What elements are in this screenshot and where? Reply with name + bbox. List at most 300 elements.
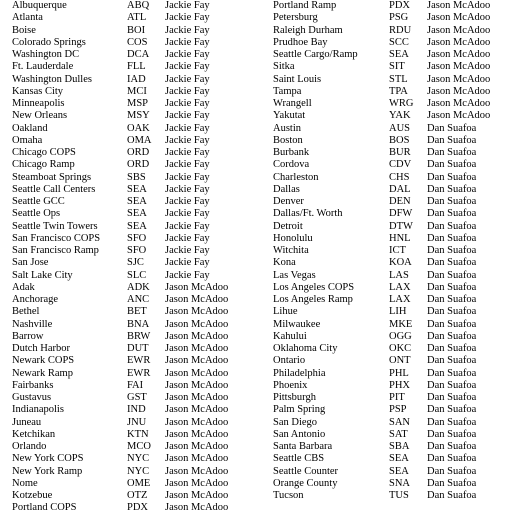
station-city: Juneau (12, 416, 42, 428)
station-representative: Dan Suafoa (427, 465, 477, 477)
station-row (12, 74, 252, 86)
station-city: Burbank (273, 147, 310, 158)
station-city: Omaha (12, 134, 43, 146)
station-city: Oakland (12, 122, 48, 134)
station-representative: Jason McAdoo (427, 73, 491, 85)
station-city: Colorado Springs (12, 36, 86, 48)
station-row (12, 466, 252, 478)
station-row (12, 478, 252, 490)
station-table-left (12, 0, 252, 515)
station-row (12, 245, 252, 257)
station-row (273, 110, 509, 122)
station-row (273, 98, 509, 110)
station-representative: Jackie Fay (165, 134, 210, 146)
station-row (273, 355, 509, 367)
station-row (12, 86, 252, 98)
station-city: Kahului (273, 330, 307, 342)
station-row (273, 270, 509, 282)
station-code: SEA (389, 49, 409, 60)
station-city: Ontario (273, 355, 306, 367)
station-city: Orange County (273, 477, 338, 489)
station-code: STL (389, 73, 408, 85)
station-representative: Dan Suafoa (427, 147, 477, 158)
station-city: Kotzebue (12, 490, 53, 501)
station-code: BUR (389, 147, 411, 158)
station-city: Nashville (12, 318, 53, 330)
station-representative: Dan Suafoa (427, 367, 477, 379)
station-code: IND (127, 404, 146, 416)
station-code: EWR (127, 355, 151, 367)
station-code: ANC (127, 294, 150, 305)
station-city: San Francisco Ramp (12, 245, 99, 256)
station-city: Detroit (273, 220, 303, 232)
station-city: Anchorage (12, 294, 59, 305)
station-row (12, 343, 252, 355)
station-row (273, 74, 509, 86)
station-row (273, 221, 509, 233)
station-code: SEA (127, 208, 147, 220)
station-code: MCI (127, 85, 147, 97)
station-row (273, 478, 509, 490)
station-representative: Jackie Fay (165, 110, 210, 122)
station-city: Saint Louis (273, 73, 322, 85)
station-representative: Dan Suafoa (427, 220, 477, 232)
station-representative: Dan Suafoa (427, 453, 477, 465)
station-city: Los Angeles COPS (273, 281, 355, 293)
station-row (273, 257, 509, 269)
station-row (273, 0, 509, 12)
station-code: SBA (389, 441, 410, 452)
station-code: ONT (389, 355, 411, 367)
station-representative: Jason McAdoo (165, 306, 229, 318)
station-representative: Dan Suafoa (427, 196, 477, 207)
station-row (12, 441, 252, 453)
station-code: BRW (127, 330, 151, 342)
station-code: WRG (389, 98, 414, 109)
station-code: ABQ (127, 0, 150, 11)
station-code: PDX (127, 502, 149, 514)
station-row (12, 184, 252, 196)
station-code: DEN (389, 196, 411, 207)
station-city: San Francisco COPS (12, 232, 101, 244)
station-representative: Jason McAdoo (165, 355, 229, 367)
station-representative: Jason McAdoo (165, 392, 229, 403)
station-row (12, 61, 252, 73)
station-row (273, 12, 509, 24)
station-representative: Jason McAdoo (427, 0, 491, 11)
station-code: TUS (389, 490, 409, 501)
station-representative: Jackie Fay (165, 245, 210, 256)
station-code: DAL (389, 183, 411, 195)
station-row (12, 502, 252, 514)
station-code: SCC (389, 36, 409, 48)
station-code: SFO (127, 245, 147, 256)
station-city: Tampa (273, 85, 302, 97)
station-code: FAI (127, 379, 144, 391)
station-city: Newark Ramp (12, 367, 73, 379)
station-city: Orlando (12, 441, 47, 452)
station-representative: Jason McAdoo (427, 12, 491, 24)
station-city: Pittsburgh (273, 392, 316, 403)
station-code: DFW (389, 208, 413, 220)
station-city: Chicago COPS (12, 147, 76, 158)
station-representative: Jason McAdoo (165, 490, 229, 501)
station-code: DTW (389, 220, 413, 232)
station-row (12, 417, 252, 429)
station-code: OKC (389, 343, 412, 354)
station-representative: Dan Suafoa (427, 269, 477, 281)
station-row (12, 221, 252, 233)
station-representative: Jackie Fay (165, 183, 210, 195)
station-row (273, 343, 509, 355)
station-city: Dutch Harbor (12, 343, 71, 354)
station-city: Albuquerque (12, 0, 67, 11)
station-representative: Jason McAdoo (427, 36, 491, 48)
station-city: Dallas (273, 183, 300, 195)
station-city: San Antonio (273, 428, 326, 440)
station-city: Adak (12, 281, 35, 293)
station-representative: Jason McAdoo (165, 441, 229, 452)
station-representative: Jason McAdoo (427, 49, 491, 60)
station-row (12, 110, 252, 122)
station-city: Kona (273, 257, 296, 269)
station-representative: Jason McAdoo (165, 294, 229, 305)
station-city: New Orleans (12, 110, 68, 122)
station-row (273, 159, 509, 171)
station-representative: Jackie Fay (165, 24, 210, 36)
station-row (273, 417, 509, 429)
station-row (273, 245, 509, 257)
station-representative: Dan Suafoa (427, 428, 477, 440)
station-city: Seattle Call Centers (12, 183, 96, 195)
station-row (273, 466, 509, 478)
station-representative: Jackie Fay (165, 147, 210, 158)
station-row (12, 453, 252, 465)
station-row (12, 368, 252, 380)
station-code: MCO (127, 441, 151, 452)
station-code: SEA (127, 220, 147, 232)
station-row (12, 282, 252, 294)
station-city: Boston (273, 134, 303, 146)
station-row (273, 404, 509, 416)
station-code: BET (127, 306, 147, 318)
station-code: OAK (127, 122, 150, 134)
station-city: Santa Barbara (273, 441, 333, 452)
station-representative: Jason McAdoo (165, 330, 229, 342)
station-code: KTN (127, 428, 149, 440)
station-row (273, 196, 509, 208)
station-city: New York COPS (12, 453, 84, 465)
station-representative: Jackie Fay (165, 61, 210, 73)
station-row (273, 233, 509, 245)
station-code: AUS (389, 122, 411, 134)
station-representative: Dan Suafoa (427, 379, 477, 391)
station-city: Indianapolis (12, 404, 64, 416)
station-representative: Jason McAdoo (165, 404, 229, 416)
station-representative: Dan Suafoa (427, 232, 477, 244)
station-representative: Dan Suafoa (427, 159, 477, 171)
station-row (273, 172, 509, 184)
station-row (12, 270, 252, 282)
station-city: Denver (273, 196, 304, 207)
station-code: EWR (127, 367, 151, 379)
station-row (273, 123, 509, 135)
station-code: OME (127, 477, 151, 489)
station-city: Austin (273, 122, 302, 134)
station-code: CDV (389, 159, 412, 171)
station-row (12, 306, 252, 318)
station-code: NYC (127, 465, 150, 477)
station-representative: Dan Suafoa (427, 318, 477, 330)
station-row (273, 392, 509, 404)
station-code: FLL (127, 61, 146, 73)
station-code: LAX (389, 281, 411, 293)
station-city: Cordova (273, 159, 310, 171)
station-representative: Jackie Fay (165, 171, 210, 183)
station-city: Milwaukee (273, 318, 321, 330)
station-code: SEA (127, 183, 147, 195)
station-row (273, 282, 509, 294)
station-city: Phoenix (273, 379, 308, 391)
station-code: SJC (127, 257, 144, 269)
station-row (273, 368, 509, 380)
station-city: Raleigh Durham (273, 24, 343, 36)
station-row (12, 257, 252, 269)
station-city: Honolulu (273, 232, 313, 244)
station-city: Ft. Lauderdale (12, 61, 74, 73)
station-row (12, 135, 252, 147)
station-representative: Dan Suafoa (427, 134, 477, 146)
station-representative: Dan Suafoa (427, 330, 477, 342)
station-city: Seattle GCC (12, 196, 65, 207)
station-row (12, 147, 252, 159)
station-row (273, 49, 509, 61)
station-code: SBS (127, 171, 146, 183)
station-representative: Jason McAdoo (427, 85, 491, 97)
station-city: Bethel (12, 306, 40, 318)
station-code: BOS (389, 134, 410, 146)
station-city: Nome (12, 477, 38, 489)
station-code: LAX (389, 294, 411, 305)
station-representative: Jackie Fay (165, 73, 210, 85)
station-city: Barrow (12, 330, 44, 342)
station-code: KOA (389, 257, 412, 269)
station-code: OMA (127, 134, 152, 146)
station-city: Yakutat (273, 110, 306, 122)
station-city: Lihue (273, 306, 298, 318)
station-representative: Dan Suafoa (427, 294, 477, 305)
station-code: BNA (127, 318, 150, 330)
station-representative: Jason McAdoo (165, 318, 229, 330)
station-row (273, 429, 509, 441)
station-row (273, 37, 509, 49)
station-representative: Jason McAdoo (427, 110, 491, 122)
station-city: Atlanta (12, 12, 43, 24)
station-representative: Dan Suafoa (427, 392, 477, 403)
station-row (12, 331, 252, 343)
station-code: ORD (127, 159, 150, 171)
station-city: Tucson (273, 490, 304, 501)
station-row (273, 306, 509, 318)
station-representative: Jackie Fay (165, 49, 210, 60)
station-city: Fairbanks (12, 379, 54, 391)
station-code: BOI (127, 24, 146, 36)
station-representative: Jackie Fay (165, 122, 210, 134)
station-representative: Dan Suafoa (427, 343, 477, 354)
station-code: SEA (389, 465, 409, 477)
station-row (12, 490, 252, 502)
station-representative: Jason McAdoo (427, 98, 491, 109)
station-representative: Jason McAdoo (427, 24, 491, 36)
station-representative: Jason McAdoo (165, 379, 229, 391)
station-representative: Jason McAdoo (165, 465, 229, 477)
station-representative: Jackie Fay (165, 269, 210, 281)
station-city: San Jose (12, 257, 49, 269)
station-code: SIT (389, 61, 405, 73)
station-code: MKE (389, 318, 413, 330)
station-city: Newark COPS (12, 355, 75, 367)
station-row (12, 0, 252, 12)
station-table-right (273, 0, 509, 502)
station-representative: Jason McAdoo (165, 477, 229, 489)
station-row (273, 294, 509, 306)
station-city: Prudhoe Bay (273, 36, 328, 48)
station-row (273, 331, 509, 343)
station-representative: Jackie Fay (165, 85, 210, 97)
station-representative: Jackie Fay (165, 0, 210, 11)
station-city: Chicago Ramp (12, 159, 75, 171)
station-row (12, 196, 252, 208)
station-code: PDX (389, 0, 411, 11)
station-city: Seattle Twin Towers (12, 220, 98, 232)
station-row (12, 12, 252, 24)
station-city: Oklahoma City (273, 343, 338, 354)
station-representative: Jason McAdoo (165, 367, 229, 379)
station-row (12, 380, 252, 392)
station-code: SEA (389, 453, 409, 465)
station-representative: Dan Suafoa (427, 416, 477, 428)
station-row (12, 429, 252, 441)
station-row (273, 490, 509, 502)
station-row (12, 233, 252, 245)
station-representative: Jackie Fay (165, 159, 210, 171)
station-code: OTZ (127, 490, 148, 501)
station-city: Salt Lake City (12, 269, 73, 281)
station-code: GST (127, 392, 147, 403)
station-city: Wrangell (273, 98, 312, 109)
station-representative: Jackie Fay (165, 98, 210, 109)
station-row (273, 441, 509, 453)
station-city: Steamboat Springs (12, 171, 92, 183)
station-city: Gustavus (12, 392, 52, 403)
station-code: OGG (389, 330, 412, 342)
station-representative: Jason McAdoo (165, 416, 229, 428)
station-code: CHS (389, 171, 410, 183)
station-code: YAK (389, 110, 411, 122)
station-city: Seattle Ops (12, 208, 61, 220)
station-code: TPA (389, 85, 408, 97)
station-city: Ketchikan (12, 428, 56, 440)
station-row (273, 135, 509, 147)
station-representative: Dan Suafoa (427, 245, 477, 256)
station-city: Las Vegas (273, 269, 316, 281)
station-city: Seattle Cargo/Ramp (273, 49, 358, 60)
station-representative: Dan Suafoa (427, 122, 477, 134)
station-code: COS (127, 36, 148, 48)
station-representative: Dan Suafoa (427, 257, 477, 269)
station-representative: Dan Suafoa (427, 355, 477, 367)
station-city: Portland Ramp (273, 0, 337, 11)
station-city: Witchita (273, 245, 309, 256)
station-representative: Dan Suafoa (427, 183, 477, 195)
station-city: Los Angeles Ramp (273, 294, 353, 305)
station-representative: Dan Suafoa (427, 441, 477, 452)
station-representative: Jackie Fay (165, 196, 210, 207)
station-row (12, 355, 252, 367)
station-representative: Jackie Fay (165, 257, 210, 269)
station-code: SAN (389, 416, 411, 428)
station-city: Charleston (273, 171, 319, 183)
station-row (12, 208, 252, 220)
station-code: DCA (127, 49, 150, 60)
station-representative: Dan Suafoa (427, 208, 477, 220)
station-row (12, 37, 252, 49)
station-representative: Dan Suafoa (427, 306, 477, 318)
station-representative: Jason McAdoo (165, 281, 229, 293)
station-code: ATL (127, 12, 147, 24)
station-code: DUT (127, 343, 149, 354)
station-city: Seattle Counter (273, 465, 339, 477)
station-city: Portland COPS (12, 502, 77, 514)
station-representative: Jason McAdoo (427, 61, 491, 73)
station-code: ORD (127, 147, 150, 158)
station-representative: Jackie Fay (165, 208, 210, 220)
station-row (273, 184, 509, 196)
station-row (273, 208, 509, 220)
station-row (273, 86, 509, 98)
station-code: PSP (389, 404, 407, 416)
station-representative: Jackie Fay (165, 232, 210, 244)
station-code: PHL (389, 367, 409, 379)
station-representative: Dan Suafoa (427, 477, 477, 489)
station-code: SFO (127, 232, 147, 244)
station-code: PHX (389, 379, 411, 391)
station-code: SLC (127, 269, 147, 281)
station-representative: Dan Suafoa (427, 281, 477, 293)
station-code: LAS (389, 269, 409, 281)
station-city: Dallas/Ft. Worth (273, 208, 343, 220)
station-code: SEA (127, 196, 147, 207)
station-representative: Jason McAdoo (165, 428, 229, 440)
station-code: MSY (127, 110, 150, 122)
station-row (273, 319, 509, 331)
station-code: PIT (389, 392, 405, 403)
station-code: RDU (389, 24, 412, 36)
station-row (12, 159, 252, 171)
station-city: Philadelphia (273, 367, 326, 379)
station-city: San Diego (273, 416, 318, 428)
station-code: MSP (127, 98, 149, 109)
station-row (273, 147, 509, 159)
station-code: ICT (389, 245, 406, 256)
station-city: Washington DC (12, 49, 80, 60)
station-representative: Jackie Fay (165, 36, 210, 48)
station-representative: Jason McAdoo (165, 343, 229, 354)
station-row (12, 172, 252, 184)
station-row (12, 123, 252, 135)
station-city: Boise (12, 24, 36, 36)
station-row (273, 453, 509, 465)
